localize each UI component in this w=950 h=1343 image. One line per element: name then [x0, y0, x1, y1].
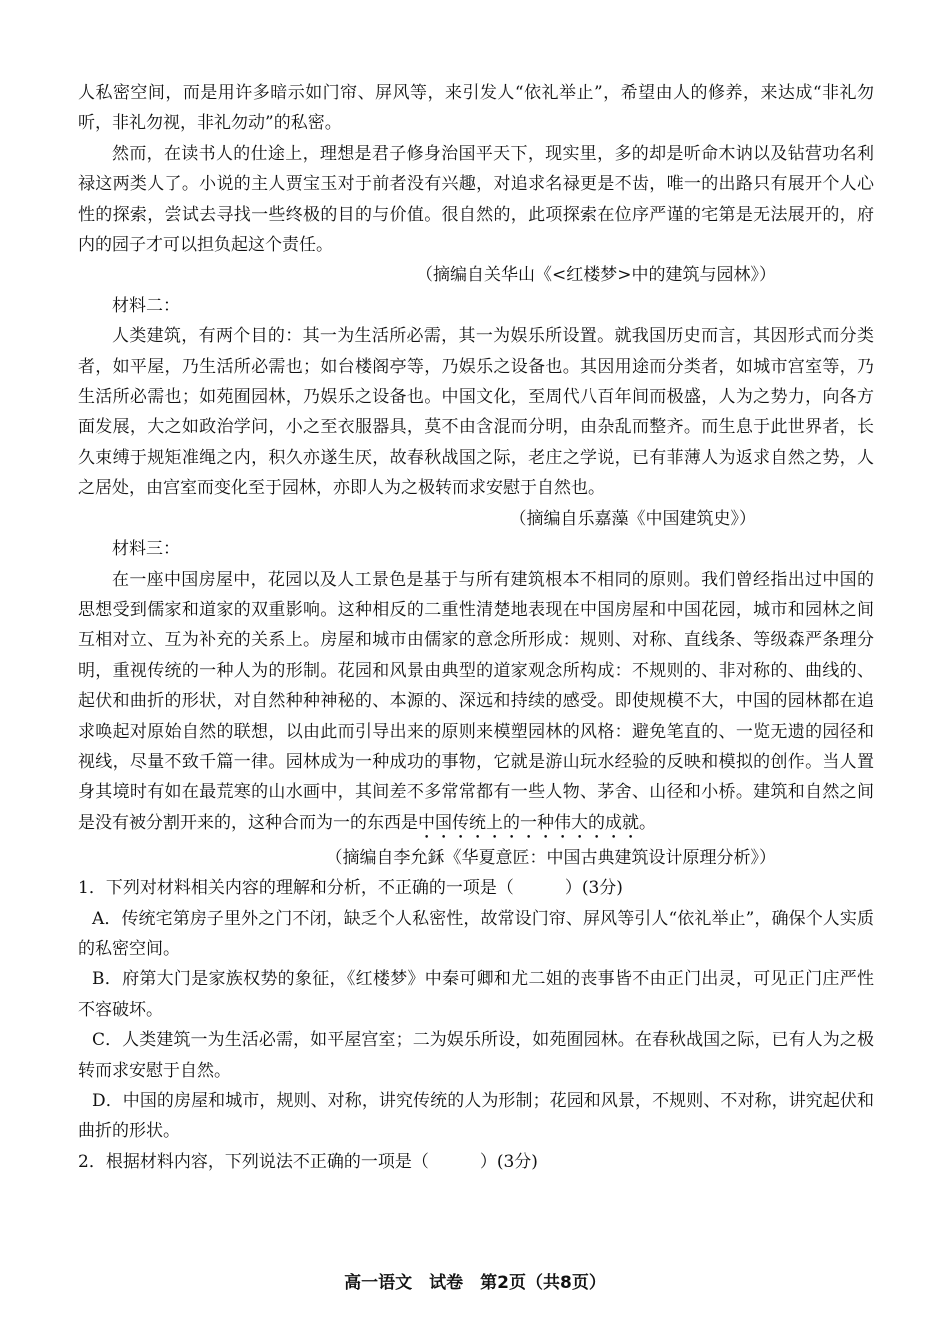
mat1-paragraph-1: 人私密空间，而是用许多暗示如门帘、屏风等，来引发人“依礼举止”，希望由人的修养，来达成“非礼勿听，非礼勿视，非礼勿动”的私密。 [78, 83, 874, 134]
question-1-option-d: D．中国的房屋和城市，规则、对称，讲究传统的人为形制；花园和风景，不规则、不对称，讲究起伏和曲折的形状。 [78, 1091, 874, 1142]
mat3-paragraph [78, 565, 874, 843]
mat1-paragraph-2: 然而，在读书人的仕途上，理想是君子修身治国平天下，现实里，多的却是听命木讷以及钻营功名利禄这两类人了。小说的主人贾宝玉对于前者没有兴趣，对追求名禄更是不齿，唯一的出路只有展开个人心性的探索，尝试去寻找一些终极的目的与价值。很自然的，此项探索在位序严谨的宅第是无法展开的，府内的园子才可以担负起这个责任。 [78, 143, 874, 256]
mat1-source: （摘编自关华山《<红楼梦>中的建筑与园林》） [416, 265, 776, 286]
question-1-option-a: A．传统宅第房子里外之门不闭，缺乏个人私密性，故常设门帘、屏风等引人“依礼举止”，确保个人实质的私密空间。 [78, 908, 874, 959]
mat2-paragraph: 人类建筑，有两个目的：其一为生活所必需，其一为娱乐所设置。就我国历史而言，其因形式而分类者，如平屋，乃生活所必需也；如台楼阁亭等，乃娱乐之设备也。其因用途而分类者，如城市宫室等，乃生活所必需也；如苑囿园林，乃娱乐之设备也。中国文化，至周代八百年间而极盛，人为之势力，向各方面发展，大之如政治学问，小之至衣服器具，莫不由含混而分明，由杂乱而整齐。而生息于此世界者，长久束缚于规矩准绳之内，积久亦遂生厌，故春秋战国之际，老庄之学说，已有菲薄人为返求自然之势，人之居处，由宫室而变化至于园林，亦即人为之极转而求安慰于自然也。 [78, 326, 874, 499]
question-1-option-c: C．人类建筑一为生活必需，如平屋宫室；二为娱乐所设，如苑囿园林。在春秋战国之际，已有人为之极转而求安慰于自然。 [78, 1030, 874, 1081]
question-1-stem: 1．下列对材料相关内容的理解和分析，不正确的一项是（ ）(3分) [78, 878, 623, 899]
mat3-text: 在一座中国房屋中，花园以及人工景色是基于与所有建筑根本不相同的原则。我们曾经指出过中国的思想受到儒家和道家的双重影响。这种相反的二重性清楚地表现在中国房屋和中国花园，城市和园林之间互相对立、互为补充的关系上。房屋和城市由儒家的意念所形成：规则、对称、直线条、等级森严条理分明，重视传统的一种人为的形制。花园和风景由典型的道家观念所构成：不规则的、非对称的、曲线的、起伏和曲折的形状，对自然种种神秘的、本源的、深远和持续的感受。即使规模不大，中国的园林都在追求唤起对原始自然的联想，以由此而引导出来的原则来模塑园林的风格：避免笔直的、一览无遗的园径和视线，尽量不致千篇一律。园林成为一种成功的事物，它就是游山玩水经验的反映和模拟的创作。当人置身其境时有如在最荒寒的山水画中，其间差不多常常都有一些人物、茅舍、山径和小桥。建筑和自然之间是没有被分割开来的，这种合而为一的东西是 [78, 569, 874, 833]
mat2-source: （摘编自乐嘉藻《中国建筑史》） [509, 508, 756, 529]
mat3-emphasis-text: 中国传统上的一种伟大的成就 [418, 812, 639, 833]
mat3-text-end: 。 [639, 812, 656, 833]
mat2-label: 材料二： [112, 295, 180, 316]
mat3-label: 材料三： [112, 539, 180, 560]
question-1-option-b: B．府第大门是家族权势的象征，《红楼梦》中秦可卿和尤二姐的丧事皆不由正门出灵，可见正门庄严性不容破坏。 [78, 969, 874, 1020]
page-content [78, 78, 874, 1177]
mat3-source: （摘编自李允鉌《华夏意匠：中国古典建筑设计原理分析》） [325, 847, 776, 868]
page-footer: 高一语文 试卷 第2页（共8页） [344, 1273, 606, 1293]
question-2-stem: 2．根据材料内容，下列说法不正确的一项是（ ）(3分) [78, 1151, 538, 1172]
